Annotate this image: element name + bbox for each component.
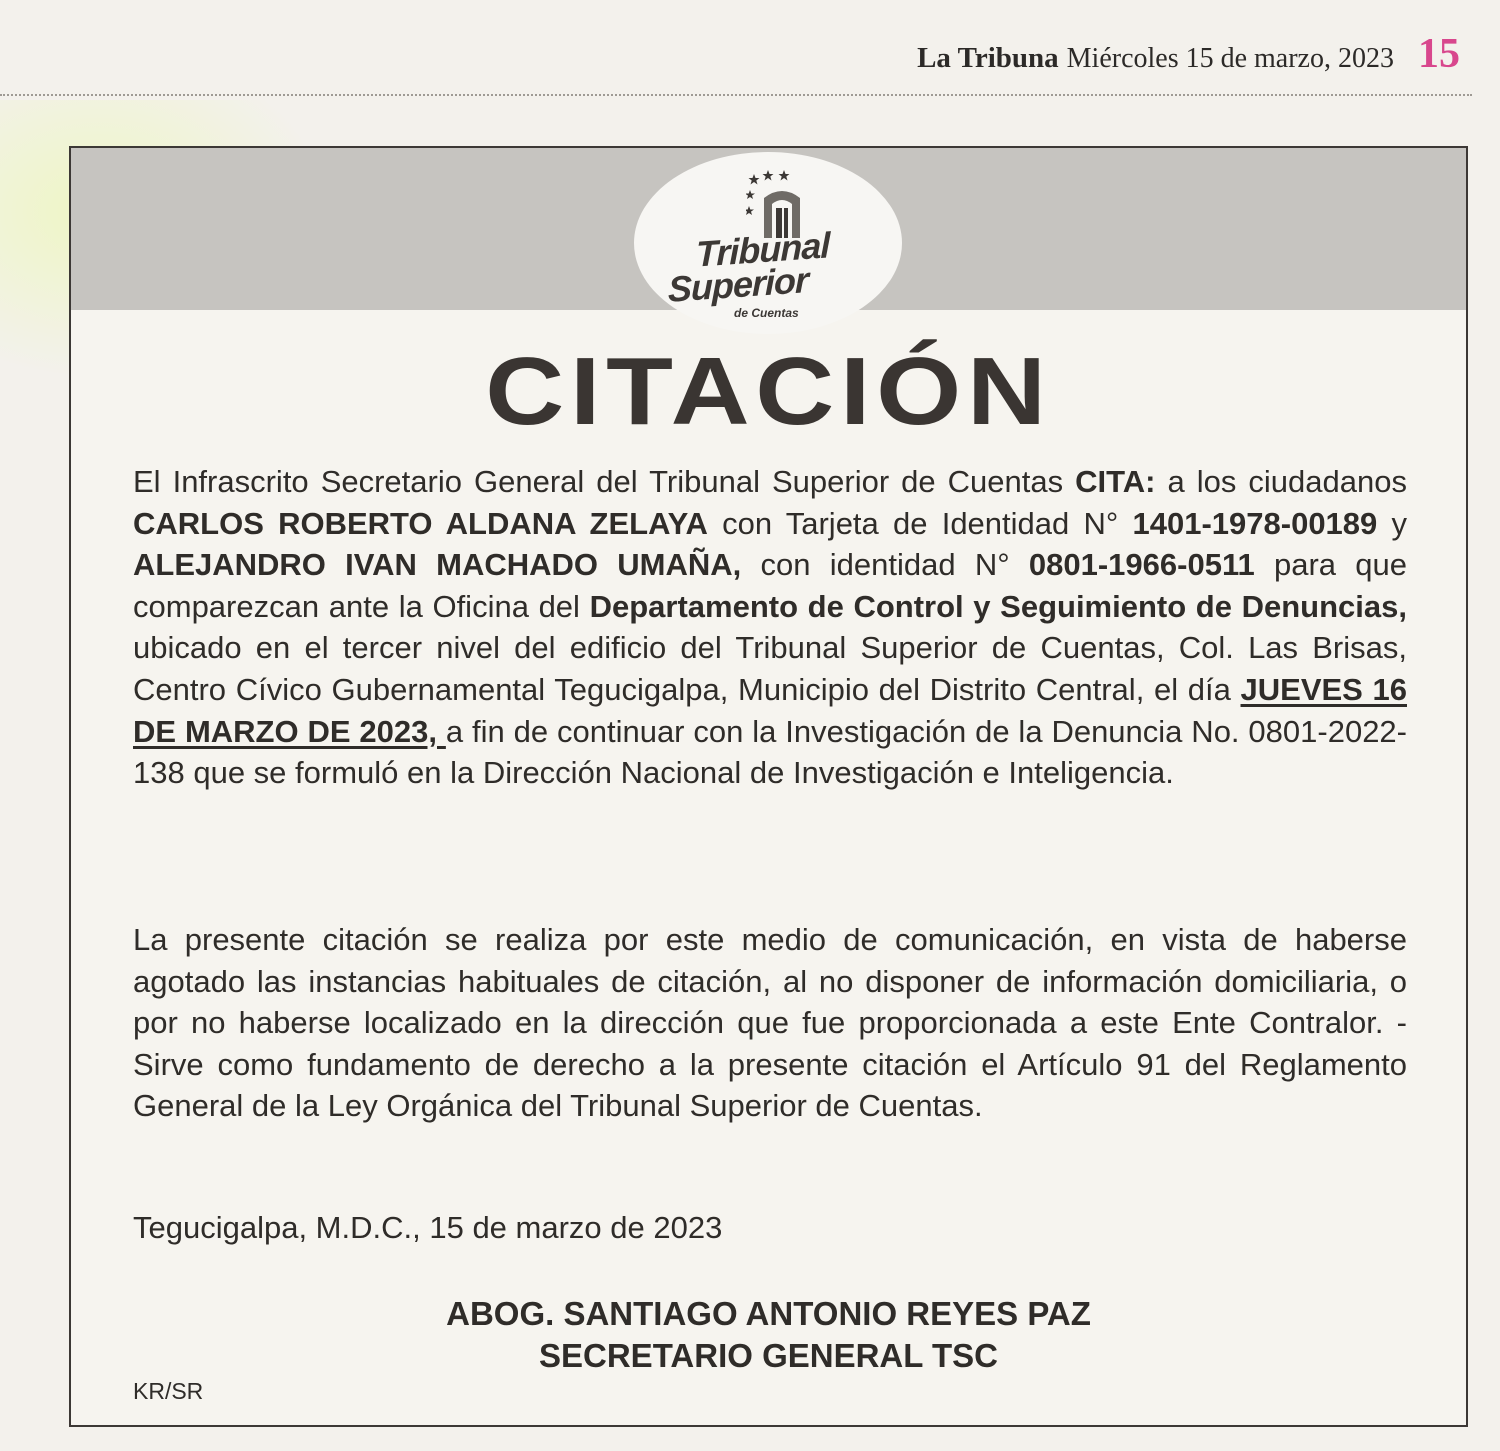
citation-notice: [69, 146, 1468, 1427]
emphasis-text: CITA:: [1075, 464, 1156, 499]
signatory-title: SECRETARIO GENERAL TSC: [539, 1337, 998, 1374]
emphasis-text: 0801-1966-0511: [1028, 547, 1255, 583]
citation-paragraph-2: La presente citación se realiza por este medio de comunicación, en vista de haberse agotado las instancias habituales de citación, al no disponer de información domiciliaria, o por no haberse localizado en la dirección que fue proporcionada a este Ente Contralor. - Sirve como fundamento de derecho a la presente citación el Artículo 91 del Reglamento General de la Ley Orgánica del Tribunal Superior de Cuentas.: [133, 922, 1407, 1124]
issue-date: Miércoles 15 de marzo, 2023: [1066, 43, 1394, 74]
emphasis-text: Departamento de Control y Seguimiento de Denuncias,: [589, 588, 1407, 624]
body-text: con Tarjeta de Identidad N°: [707, 505, 1133, 541]
tsc-logo: [634, 152, 902, 334]
newspaper-name: La Tribuna: [917, 42, 1059, 74]
emphasis-text: JUEVES 16 DE MARZO DE 2023,: [133, 671, 1407, 749]
body-text: con identidad N°: [741, 547, 1029, 583]
logo-text-tribunal: Tribunal: [696, 224, 830, 275]
newspaper-header: [917, 30, 1460, 86]
notice-title: CITACIÓN: [485, 338, 1052, 445]
logo-text-superior: Superior: [668, 259, 809, 310]
citation-paragraph-1: [133, 461, 1407, 794]
body-text: a los ciudadanos: [1155, 464, 1407, 499]
body-text: ubicado en el tercer nivel del edificio del Tribunal Superior de Cuentas, Col. Las Brisas, Centro Cívico Gubernamental Tegucigalpa, Municipio del Distrito Central, el día: [133, 630, 1407, 707]
logo-text-de-cuentas: de Cuentas: [734, 306, 799, 320]
reference-initials: KR/SR: [133, 1378, 204, 1404]
signatory-name: ABOG. SANTIAGO ANTONIO REYES PAZ: [446, 1295, 1091, 1332]
header-divider: [0, 94, 1472, 96]
page-number: 15: [1418, 31, 1460, 77]
body-text: a fin de continuar con la Investigación de la Denuncia No. 0801-2022-138 que se formuló en la Dirección Nacional de Investigación e Inteligencia.: [133, 713, 1407, 791]
body-text: y: [1377, 505, 1408, 541]
body-text: El Infrascrito Secretario General del Tribunal Superior de Cuentas: [133, 464, 1076, 499]
emphasis-text: CARLOS ROBERTO ALDANA ZELAYA: [133, 505, 708, 541]
emphasis-text: 1401-1978-00189: [1132, 505, 1378, 541]
body-text: para que comparezcan ante la Oficina del: [133, 547, 1407, 624]
emphasis-text: ALEJANDRO IVAN MACHADO UMAÑA,: [133, 547, 742, 583]
place-date: Tegucigalpa, M.D.C., 15 de marzo de 2023: [133, 1210, 723, 1245]
